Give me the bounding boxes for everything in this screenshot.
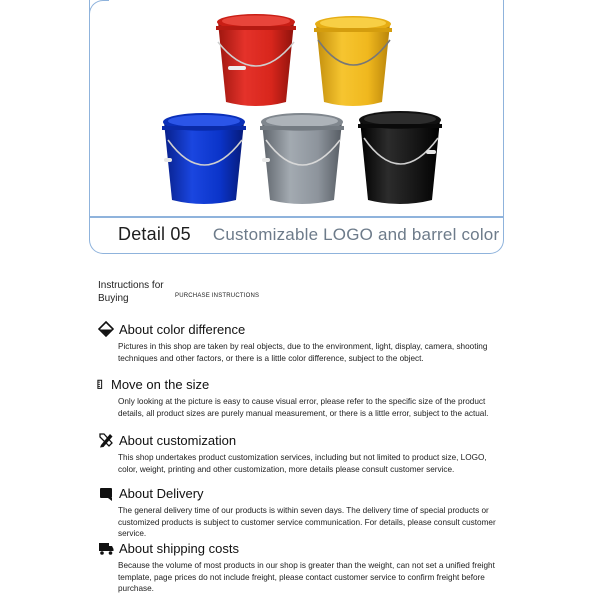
- section-body: Pictures in this shop are taken by real objects, due to the environment, light, display, camera, shooting techniques and other factors, or there is a little color difference, subject to the object.: [118, 342, 488, 363]
- black-bucket: [358, 111, 442, 204]
- section-body: This shop undertakes product customization services, including but not limited to product size, LOGO, color, weight, printing and other customization, more details please consult customer service.: [118, 453, 487, 474]
- section-customization: [98, 431, 498, 475]
- section-body: Because the volume of most products in our shop is greater than the weight, can not set a unified freight template, page prices do not include freight, please contact customer service to confirm freight before purchase.: [118, 561, 495, 593]
- red-bucket: [216, 14, 296, 106]
- delivery-box-icon: [98, 485, 114, 501]
- section-color-difference: [98, 320, 498, 364]
- section-shipping-costs: [98, 539, 498, 595]
- section-title: About Delivery: [119, 485, 204, 501]
- instructions-title: Instructions for Buying: [98, 280, 164, 304]
- detail-caption: [118, 224, 499, 250]
- yellow-bucket: [314, 16, 392, 106]
- gray-bucket: [260, 113, 344, 204]
- section-body: The general delivery time of our products is within seven days. The delivery time of special products or customized products is subject to customer service communication. For details, please consult customer service.: [118, 506, 496, 538]
- detail-separator: [90, 216, 503, 218]
- shipping-truck-icon: [98, 540, 114, 556]
- color-drop-icon: [98, 321, 114, 337]
- detail-label: Detail 05: [118, 224, 191, 244]
- product-photo: [90, 0, 503, 215]
- ruler-icon: [96, 376, 106, 392]
- detail-description: Customizable LOGO and barrel color: [212, 225, 500, 244]
- section-body: Only looking at the picture is easy to cause visual error, please refer to the specific size of the product details, all product sizes are purely manual measurement, or there is a little error, subject to the actual.: [118, 397, 489, 418]
- section-title: About shipping costs: [119, 540, 239, 556]
- pencil-ruler-icon: [98, 432, 114, 448]
- section-title: About customization: [119, 432, 237, 448]
- blue-bucket: [162, 113, 246, 204]
- section-title: Move on the size: [111, 376, 210, 392]
- section-delivery: [98, 484, 498, 540]
- instructions-subtitle: PURCHASE INSTRUCTIONS: [175, 293, 260, 299]
- section-title: About color difference: [119, 321, 246, 337]
- section-size: [98, 375, 498, 419]
